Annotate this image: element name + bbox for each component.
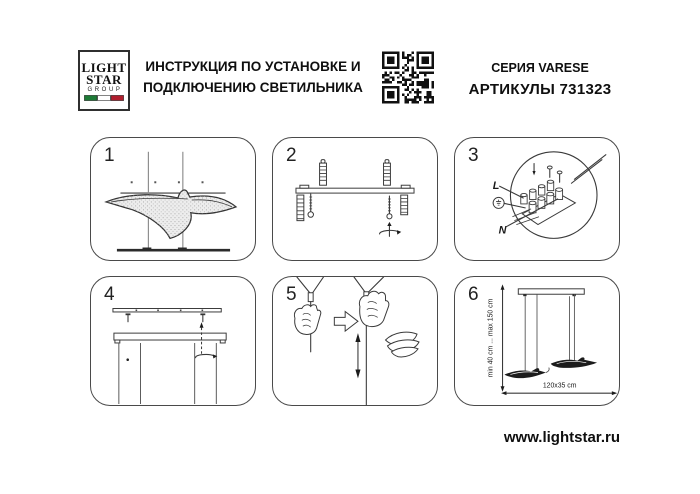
- title-line-2: ПОДКЛЮЧЕНИЮ СВЕТИЛЬНИКА: [143, 79, 363, 95]
- step-number: 2: [286, 145, 297, 166]
- ceiling-marks-icon: [131, 181, 204, 183]
- step-panel-4: [90, 276, 256, 406]
- lightstar-logo: [78, 50, 130, 111]
- page-title: [138, 57, 368, 98]
- height-range-label: min 40 cm ... max 150 cm: [487, 298, 495, 378]
- step-number: 1: [104, 145, 115, 166]
- hand-icon: [359, 291, 388, 326]
- base-size-label: 120x35 cm: [542, 382, 577, 390]
- screw-icon: [126, 313, 131, 321]
- step-panel-2: [272, 137, 438, 261]
- screw-icon: [200, 313, 205, 321]
- step-number: 4: [104, 284, 115, 305]
- hand-icon: [294, 305, 320, 335]
- step-number: 5: [286, 284, 297, 305]
- step2-bracket-illustration: [273, 138, 437, 260]
- logo-word-group: GROUP: [87, 87, 123, 93]
- step-number: 3: [468, 145, 479, 166]
- leaf-shade-icon: [505, 368, 550, 379]
- live-wire-label: L: [492, 180, 500, 193]
- wall-plug-icon: [401, 195, 408, 215]
- step3-wiring-illustration: [455, 138, 619, 260]
- title-line-1: ИНСТРУКЦИЯ ПО УСТАНОВКЕ И: [145, 59, 361, 74]
- up-down-arrow-icon: [355, 333, 360, 378]
- article-number: АРТИКУЛЫ 731323: [468, 81, 612, 98]
- logo-word-light: LIGHT: [81, 60, 127, 75]
- wall-plug-icon: [320, 160, 327, 186]
- terminal-block-icon: [521, 166, 576, 225]
- step6-dimensions-illustration: [455, 277, 619, 405]
- leaf-shade-icon: [386, 332, 419, 357]
- step-panel-5: [272, 276, 438, 406]
- leaf-shade-icon: [551, 357, 597, 368]
- series-name: СЕРИЯ VARESE: [491, 61, 589, 75]
- logo-word-star: STAR: [86, 71, 122, 87]
- width-dimension: [501, 382, 617, 395]
- screw-icon: [387, 196, 392, 219]
- step-panel-1: [90, 137, 256, 261]
- step1-fixture-illustration: [91, 138, 255, 260]
- step-number: 6: [468, 284, 479, 305]
- step-panel-3: [454, 137, 620, 261]
- rotate-arrow-icon: [196, 354, 218, 358]
- qr-code-icon: [382, 51, 434, 104]
- leaf-shade-icon: [106, 190, 236, 238]
- ground-icon: [493, 197, 504, 208]
- product-info: [454, 61, 626, 98]
- step4-canopy-illustration: [91, 277, 255, 405]
- website-url: www.lightstar.ru: [503, 429, 620, 446]
- next-arrow-icon: [334, 311, 358, 331]
- wall-plug-icon: [384, 160, 391, 186]
- italian-flag-icon: [84, 95, 124, 101]
- screw-icon: [308, 194, 314, 217]
- height-dimension: [488, 284, 505, 391]
- rotate-arrow-icon: [380, 222, 402, 237]
- wall-plug-icon: [297, 195, 304, 221]
- insert-arrow-icon: [532, 164, 535, 176]
- neutral-wire-label: N: [498, 224, 507, 237]
- step5-adjustment-illustration: [273, 277, 437, 405]
- step-panel-6: [454, 276, 620, 406]
